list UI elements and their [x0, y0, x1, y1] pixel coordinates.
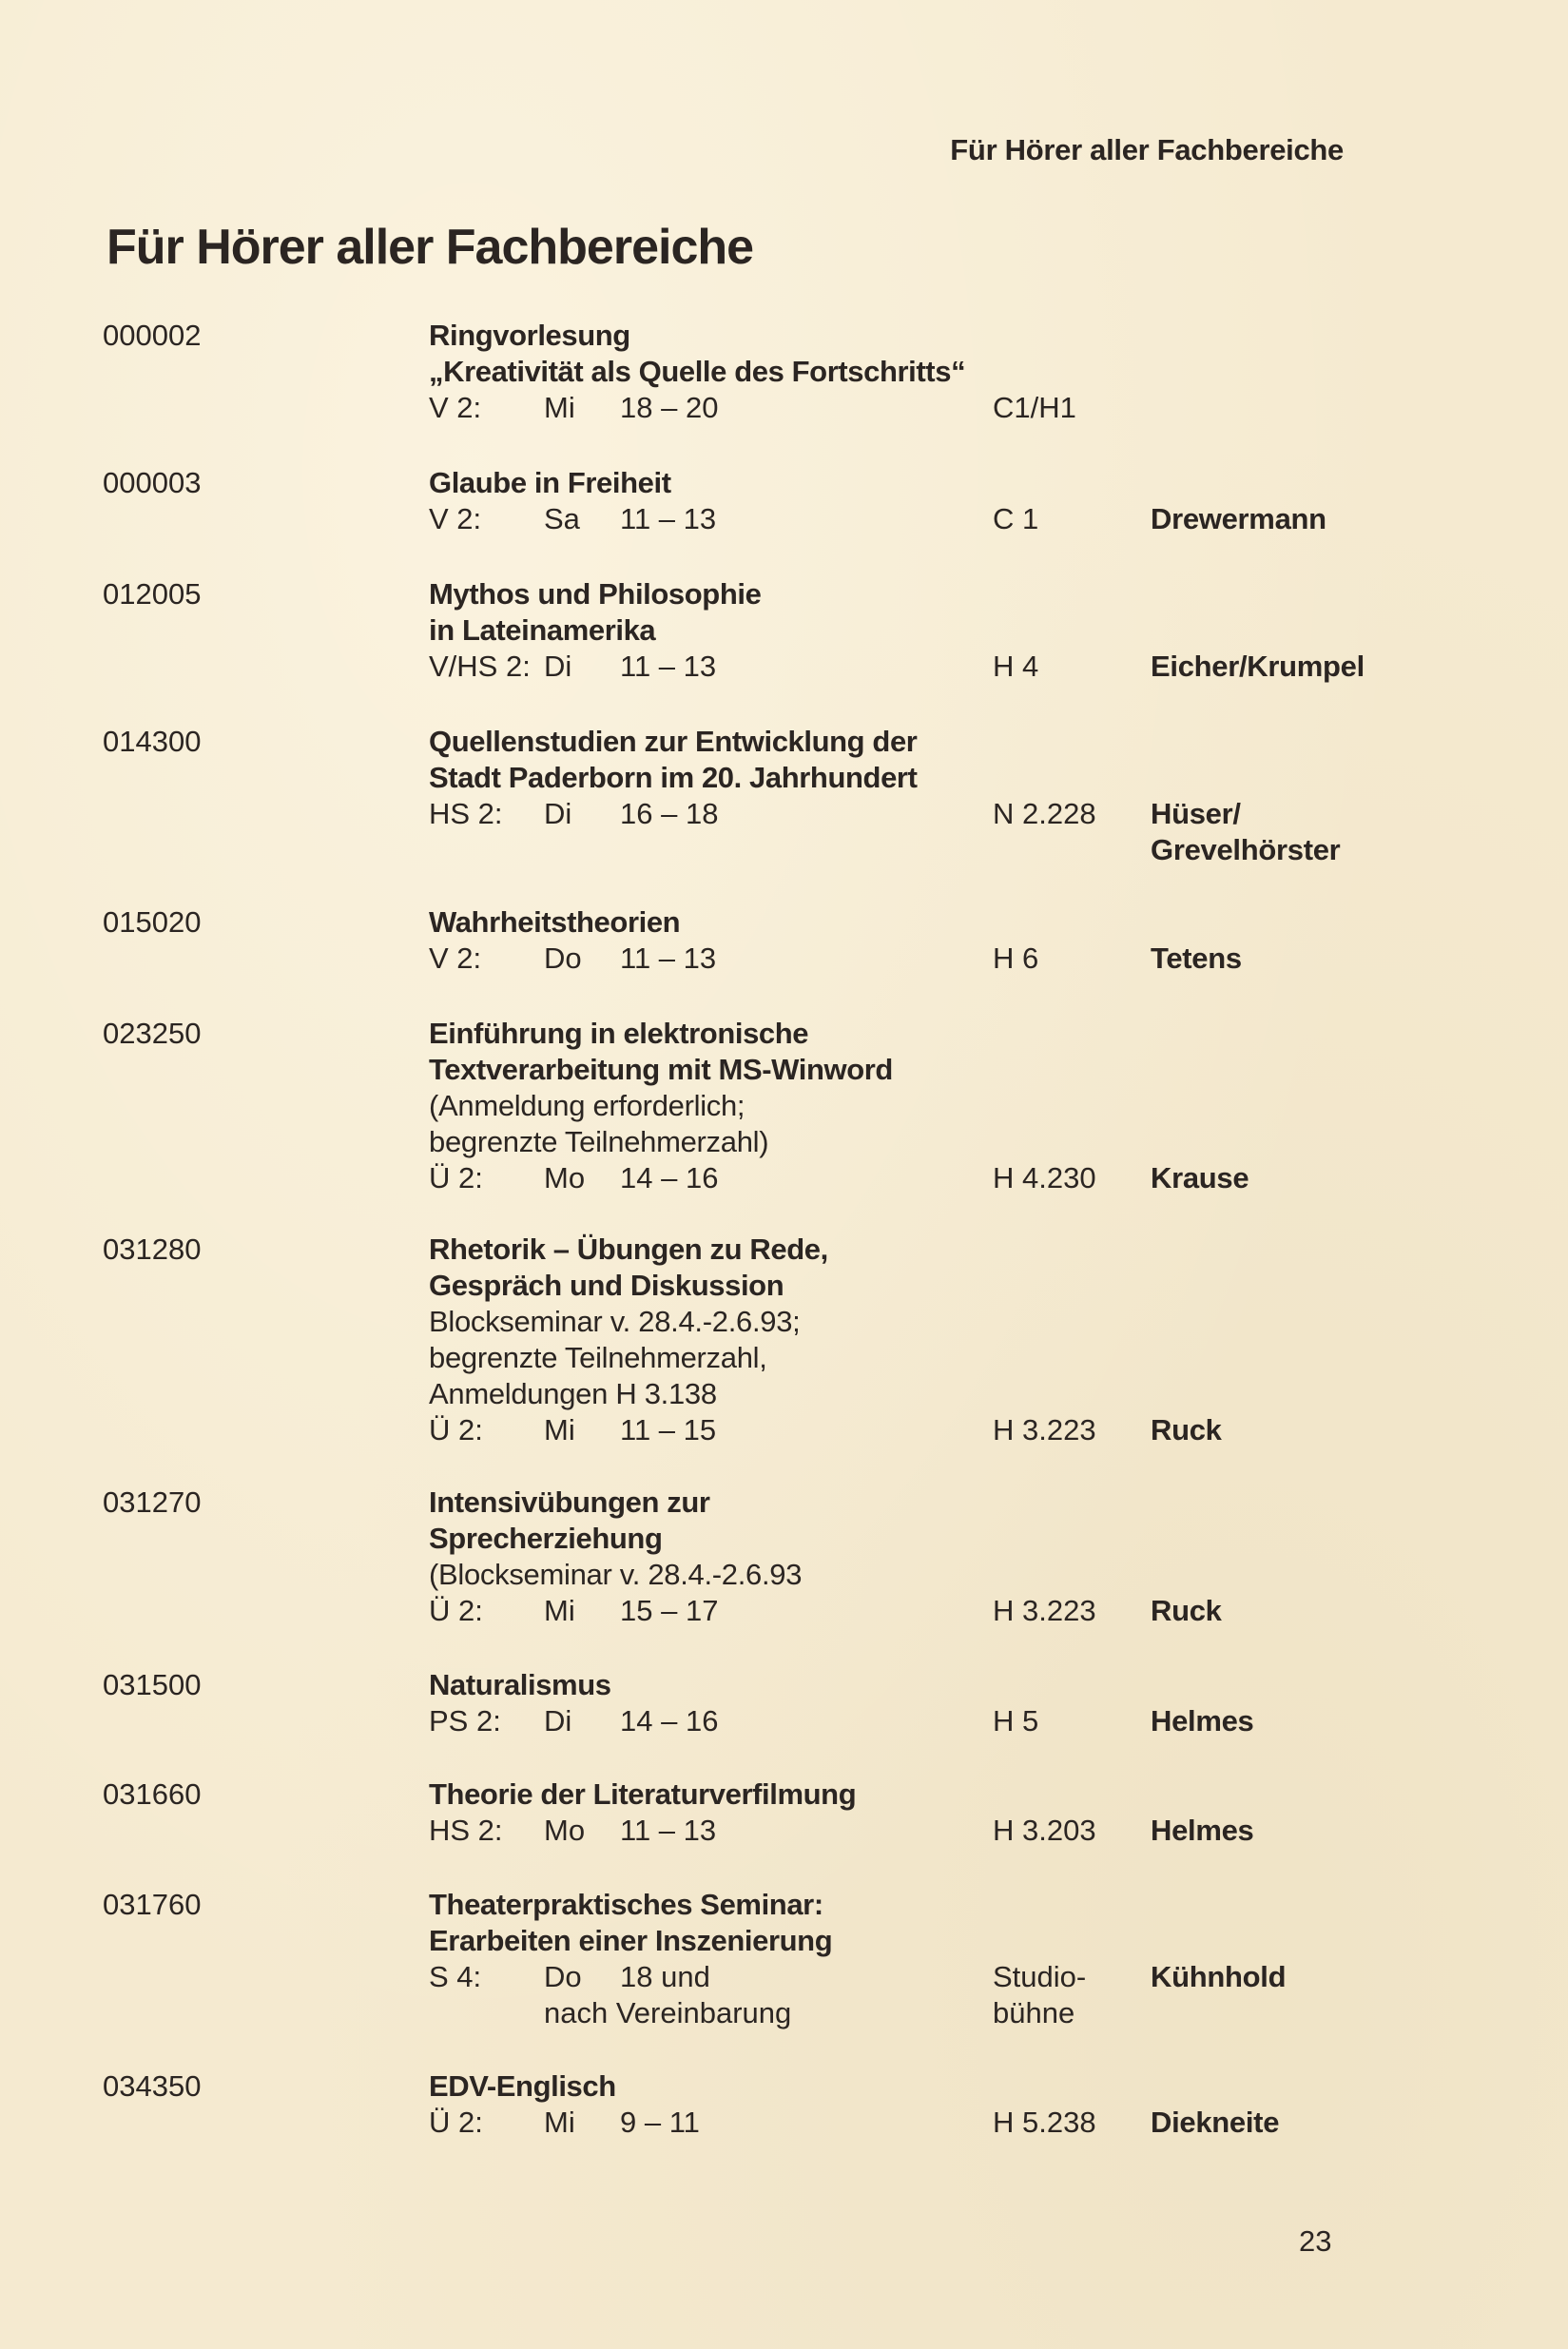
running-head: Für Hörer aller Fachbereiche: [950, 133, 1344, 166]
course-schedule-note: nach Vereinbarung: [544, 1996, 792, 2029]
course-details: [429, 1667, 1522, 1739]
course-title-line: EDV-Englisch: [429, 2069, 616, 2103]
course-room: C 1: [993, 502, 1039, 535]
course-title-line: Einführung in elektronische: [429, 1017, 809, 1050]
course-time: 9 – 11: [620, 2106, 700, 2139]
course-title-line: in Lateinamerika: [429, 613, 656, 647]
course-time: 11 – 13: [620, 502, 717, 535]
course-title-line: Mythos und Philosophie: [429, 577, 762, 611]
course-details: [429, 724, 1522, 868]
course-type: HS 2:: [429, 1814, 503, 1847]
course-number: 031500: [103, 1668, 202, 1701]
course-type: Ü 2:: [429, 1413, 483, 1446]
course-schedule: [429, 501, 1522, 537]
course-title-line: Sprecherziehung: [429, 1522, 663, 1555]
course-title-line: Naturalismus: [429, 1668, 611, 1701]
course-schedule: [429, 1813, 1522, 1849]
course-details: [429, 576, 1522, 685]
course-details: [429, 1776, 1522, 1849]
course-schedule: [429, 649, 1522, 685]
course-title-line: Stadt Paderborn im 20. Jahrhundert: [429, 761, 918, 794]
course-room: C1/H1: [993, 391, 1076, 424]
course-number: 031760: [103, 1888, 202, 1921]
course-room: H 3.223: [993, 1594, 1096, 1627]
course-title-line: Glaube in Freiheit: [429, 466, 671, 499]
course-lecturer-continued: Grevelhörster: [1151, 833, 1341, 866]
course-day: Do: [544, 942, 582, 975]
course-time: 18 und: [620, 1960, 710, 1993]
course-title-line: Ringvorlesung: [429, 319, 630, 352]
course-lecturer: Tetens: [1151, 942, 1242, 975]
course-type: PS 2:: [429, 1704, 501, 1737]
course-lecturer: Diekneite: [1151, 2106, 1280, 2139]
course-room-continued: bühne: [993, 1996, 1075, 2029]
course-time: 11 – 15: [620, 1413, 717, 1446]
course-lecturer: Ruck: [1151, 1594, 1222, 1627]
course-time: 14 – 16: [620, 1704, 719, 1737]
course-lecturer: Krause: [1151, 1161, 1249, 1194]
course-time: 11 – 13: [620, 650, 717, 683]
course-number: 023250: [103, 1017, 202, 1050]
course-number: 012005: [103, 577, 202, 611]
course-title-line: Intensivübungen zur: [429, 1485, 710, 1519]
course-details: [429, 1016, 1522, 1196]
course-type: V 2:: [429, 942, 482, 975]
course-title-line: Erarbeiten einer Inszenierung: [429, 1924, 833, 1957]
course-day: Di: [544, 650, 572, 683]
course-time: 16 – 18: [620, 797, 719, 830]
course-title-line: Wahrheitstheorien: [429, 905, 681, 939]
course-details: [429, 904, 1522, 977]
course-note: begrenzte Teilnehmerzahl,: [429, 1341, 767, 1374]
course-day: Mi: [544, 1594, 575, 1627]
course-schedule-continued: [429, 1995, 1522, 2031]
course-type: HS 2:: [429, 797, 503, 830]
course-room: H 6: [993, 942, 1039, 975]
course-day: Mi: [544, 1413, 575, 1446]
course-room: H 5: [993, 1704, 1039, 1737]
course-lecturer: Kühnhold: [1151, 1960, 1287, 1993]
course-day: Di: [544, 1704, 572, 1737]
course-day: Mo: [544, 1161, 586, 1194]
course-room: H 3.203: [993, 1814, 1096, 1847]
course-details: [429, 1232, 1522, 1448]
course-room: H 3.223: [993, 1413, 1096, 1446]
course-schedule: [429, 1959, 1522, 1995]
course-details: [429, 2068, 1522, 2141]
course-type: V 2:: [429, 502, 482, 535]
course-number: 000002: [103, 319, 202, 352]
course-time: 14 – 16: [620, 1161, 719, 1194]
course-schedule: [429, 796, 1522, 832]
course-title-line: Quellenstudien zur Entwicklung der: [429, 725, 918, 758]
course-lecturer: Hüser/: [1151, 797, 1241, 830]
course-details: [429, 1485, 1522, 1629]
course-day: Do: [544, 1960, 582, 1993]
course-day: Mi: [544, 2106, 575, 2139]
course-day: Mi: [544, 391, 575, 424]
course-schedule: [429, 1703, 1522, 1739]
course-note: (Anmeldung erforderlich;: [429, 1089, 745, 1122]
course-number: 031660: [103, 1777, 202, 1811]
course-details: [429, 318, 1522, 426]
course-day: Sa: [544, 502, 580, 535]
course-room: H 4.230: [993, 1161, 1096, 1194]
course-title-line: „Kreativität als Quelle des Fortschritts“: [429, 355, 966, 388]
course-number: 000003: [103, 466, 202, 499]
course-schedule: [429, 941, 1522, 977]
course-title-line: Gespräch und Diskussion: [429, 1269, 784, 1302]
course-number: 015020: [103, 905, 202, 939]
course-type: Ü 2:: [429, 2106, 483, 2139]
course-type: V/HS 2:: [429, 650, 531, 683]
course-note: (Blockseminar v. 28.4.-2.6.93: [429, 1558, 803, 1591]
course-details: [429, 1887, 1522, 2031]
course-schedule: [429, 2105, 1522, 2141]
course-note: begrenzte Teilnehmerzahl): [429, 1125, 769, 1158]
course-details: [429, 465, 1522, 537]
course-room: H 5.238: [993, 2106, 1096, 2139]
course-schedule-continued: [429, 832, 1522, 868]
course-time: 15 – 17: [620, 1594, 719, 1627]
course-title-line: Rhetorik – Übungen zu Rede,: [429, 1233, 828, 1266]
course-day: Di: [544, 797, 572, 830]
course-number: 031280: [103, 1233, 202, 1266]
section-title: Für Hörer aller Fachbereiche: [106, 220, 754, 275]
course-time: 11 – 13: [620, 1814, 717, 1847]
course-lecturer: Drewermann: [1151, 502, 1326, 535]
course-type: S 4:: [429, 1960, 482, 1993]
course-title-line: Theaterpraktisches Seminar:: [429, 1888, 823, 1921]
course-lecturer: Eicher/Krumpel: [1151, 650, 1365, 683]
course-schedule: [429, 390, 1522, 426]
course-schedule: [429, 1412, 1522, 1448]
course-lecturer: Helmes: [1151, 1704, 1254, 1737]
course-number: 031270: [103, 1485, 202, 1519]
course-schedule: [429, 1593, 1522, 1629]
page-number: 23: [1299, 2224, 1332, 2258]
course-number: 014300: [103, 725, 202, 758]
course-time: 11 – 13: [620, 942, 717, 975]
course-title-line: Theorie der Literaturverfilmung: [429, 1777, 857, 1811]
course-number: 034350: [103, 2069, 202, 2103]
course-room: Studio-: [993, 1960, 1087, 1993]
course-schedule: [429, 1160, 1522, 1196]
course-room: N 2.228: [993, 797, 1096, 830]
course-time: 18 – 20: [620, 391, 719, 424]
course-title-line: Textverarbeitung mit MS-Winword: [429, 1053, 893, 1086]
course-type: Ü 2:: [429, 1161, 483, 1194]
course-lecturer: Helmes: [1151, 1814, 1254, 1847]
course-type: V 2:: [429, 391, 482, 424]
course-note: Blockseminar v. 28.4.-2.6.93;: [429, 1305, 801, 1338]
course-lecturer: Ruck: [1151, 1413, 1222, 1446]
course-note: Anmeldungen H 3.138: [429, 1377, 717, 1410]
course-room: H 4: [993, 650, 1039, 683]
course-day: Mo: [544, 1814, 586, 1847]
course-type: Ü 2:: [429, 1594, 483, 1627]
